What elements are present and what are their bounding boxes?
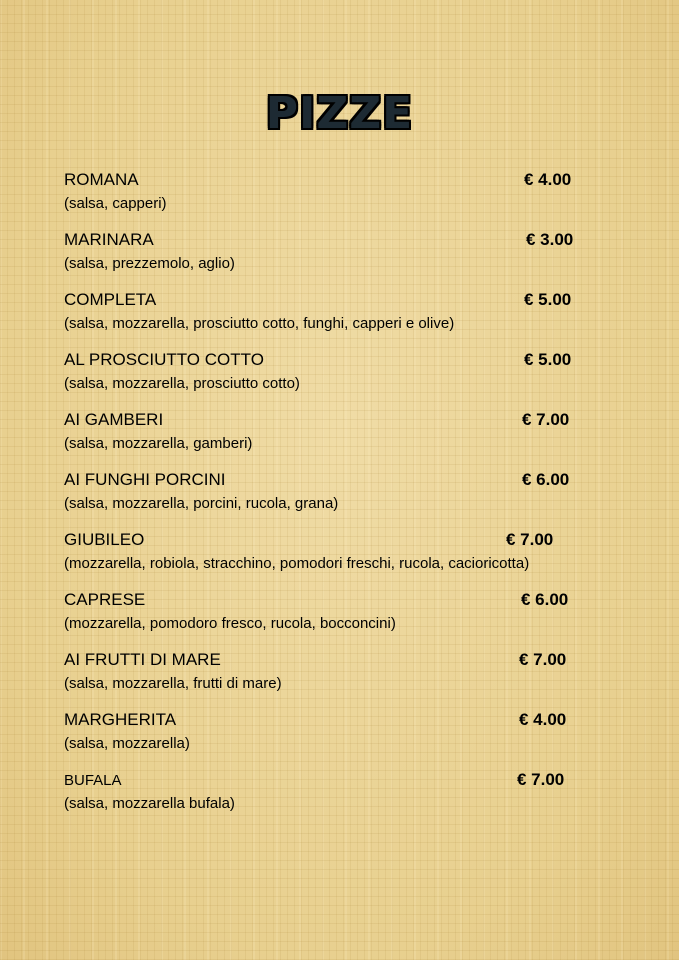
menu-item-price: € 3.00 xyxy=(526,230,574,249)
menu-item-name: AI GAMBERI xyxy=(64,410,164,429)
menu-item-price: € 7.00 xyxy=(517,770,565,789)
menu-item-price: € 5.00 xyxy=(524,350,572,369)
menu-item-name: AI FRUTTI DI MARE xyxy=(64,650,221,669)
menu-item-ai-funghi-porcini xyxy=(64,470,624,524)
menu-item-description: (salsa, mozzarella) xyxy=(64,735,190,752)
menu-item-price: € 4.00 xyxy=(519,710,567,729)
menu-item-description: (salsa, mozzarella bufala) xyxy=(64,795,235,812)
menu-item-price: € 6.00 xyxy=(521,590,569,609)
menu-item-name: GIUBILEO xyxy=(64,530,145,549)
menu-item-description: (salsa, mozzarella, prosciutto cotto, funghi, capperi e olive) xyxy=(64,315,455,332)
menu-item-bufala xyxy=(64,770,624,824)
menu-item-description: (salsa, capperi) xyxy=(64,195,167,212)
menu-item-ai-frutti-di-mare xyxy=(64,650,624,704)
menu-item-description: (mozzarella, robiola, stracchino, pomodori freschi, rucola, cacioricotta) xyxy=(64,555,530,572)
menu-item-price: € 7.00 xyxy=(506,530,554,549)
menu-item-name: MARINARA xyxy=(64,230,154,249)
menu-item-name: AI FUNGHI PORCINI xyxy=(64,470,226,489)
menu-item-romana xyxy=(64,170,624,224)
menu-item-description: (salsa, mozzarella, prosciutto cotto) xyxy=(64,375,300,392)
page-title: PIZZE xyxy=(265,88,414,139)
menu-item-name: COMPLETA xyxy=(64,290,157,309)
menu-item-marinara xyxy=(64,230,624,284)
menu-item-description: (salsa, prezzemolo, aglio) xyxy=(64,255,235,272)
menu-item-al-prosciutto-cotto xyxy=(64,350,624,404)
menu-item-price: € 5.00 xyxy=(524,290,572,309)
menu-item-name: MARGHERITA xyxy=(64,710,177,729)
menu-item-description: (salsa, mozzarella, porcini, rucola, grana) xyxy=(64,495,339,512)
menu-item-margherita xyxy=(64,710,624,764)
menu-item-price: € 7.00 xyxy=(522,410,570,429)
menu-item-price: € 7.00 xyxy=(519,650,567,669)
menu-item-giubileo xyxy=(64,530,624,584)
menu-item-price: € 4.00 xyxy=(524,170,572,189)
menu-item-description: (salsa, mozzarella, gamberi) xyxy=(64,435,253,452)
menu-item-description: (salsa, mozzarella, frutti di mare) xyxy=(64,675,282,692)
menu-item-name: CAPRESE xyxy=(64,590,146,609)
menu-item-name: BUFALA xyxy=(64,772,122,789)
menu-item-caprese xyxy=(64,590,624,644)
menu-item-name: AL PROSCIUTTO COTTO xyxy=(64,350,264,369)
menu-item-description: (mozzarella, pomodoro fresco, rucola, bocconcini) xyxy=(64,615,396,632)
menu-item-completa xyxy=(64,290,624,344)
menu-item-price: € 6.00 xyxy=(522,470,570,489)
menu-item-ai-gamberi xyxy=(64,410,624,464)
menu-item-name: ROMANA xyxy=(64,170,139,189)
